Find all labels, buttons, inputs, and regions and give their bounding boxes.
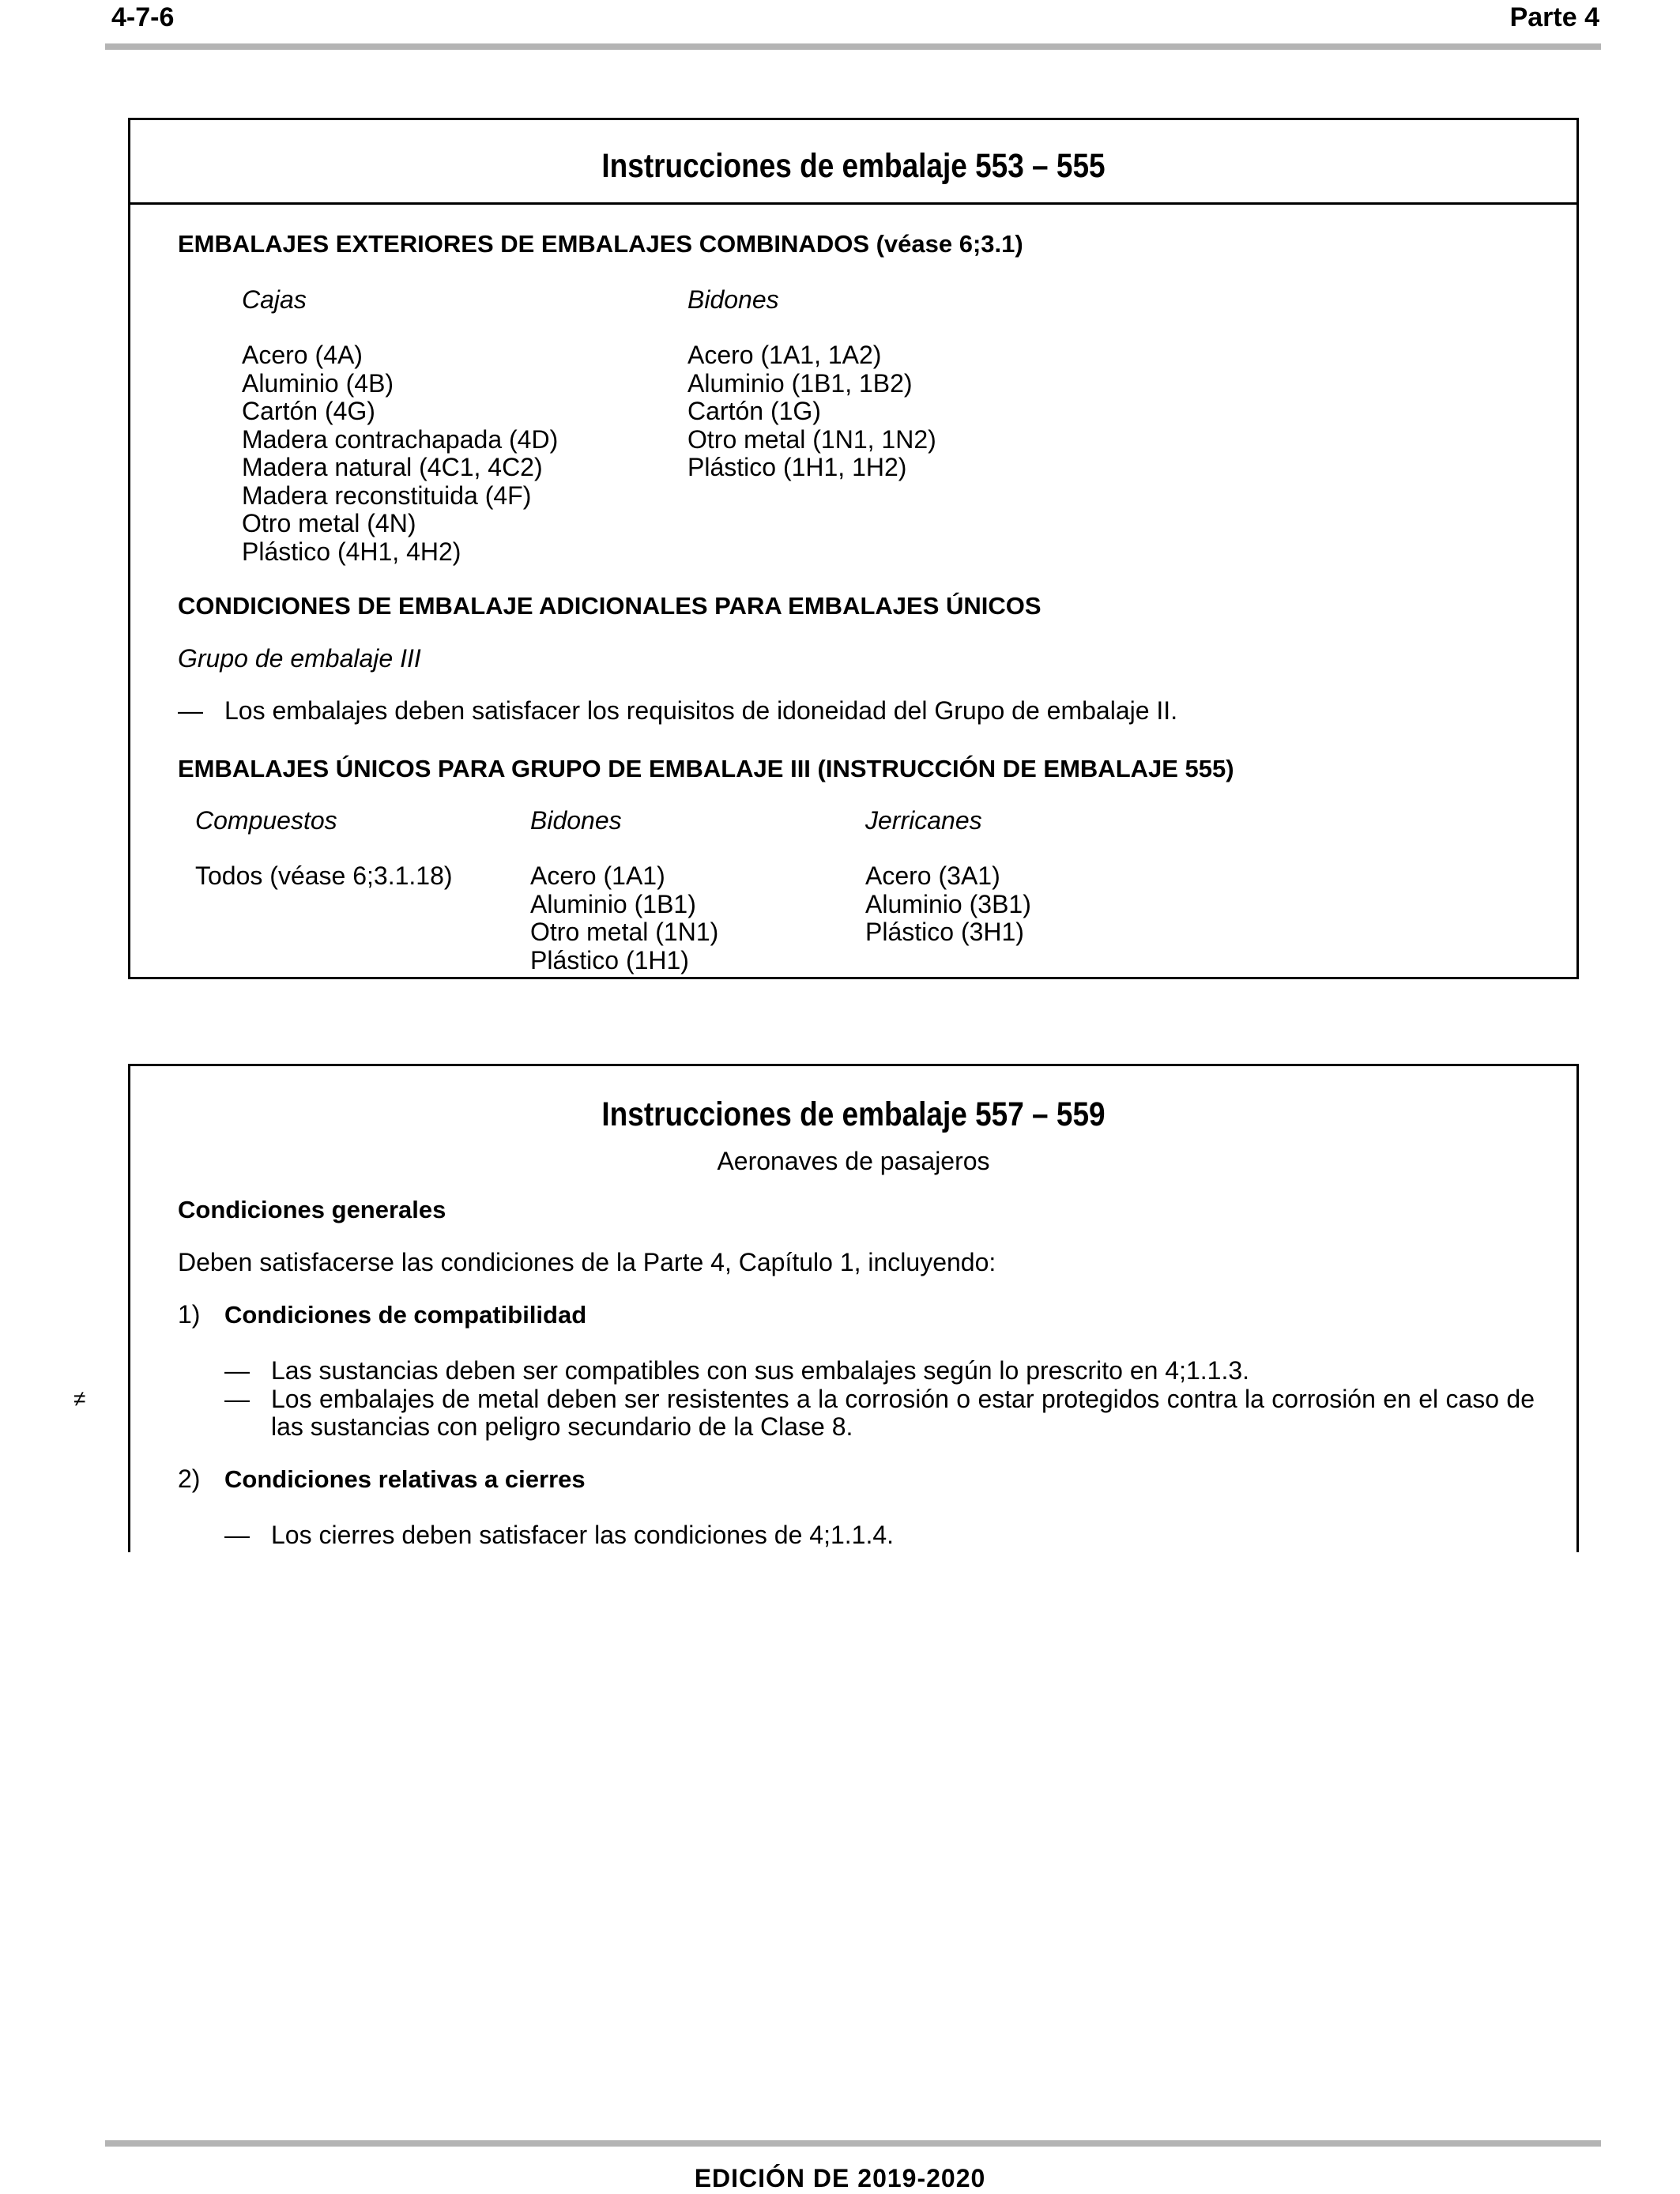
intro-text: Deben satisfacerse las condiciones de la Parte 4, Capítulo 1, incluyendo:	[178, 1248, 996, 1276]
general-conditions-heading: Condiciones generales	[178, 1196, 446, 1223]
list-item: Otro metal (1N1, 1N2)	[687, 424, 936, 454]
composites-column-heading: Compuestos	[195, 806, 337, 835]
outer-packagings-heading: EMBALAJES EXTERIORES DE EMBALAJES COMBINADOS (véase 6;3.1)	[178, 230, 1023, 258]
list-item: Acero (1A1)	[530, 861, 665, 890]
list-item: Acero (3A1)	[865, 861, 1000, 890]
list-item: Cartón (4G)	[242, 397, 375, 425]
dash-bullet: —	[178, 696, 203, 725]
list-item: Todos (véase 6;3.1.18)	[195, 861, 453, 890]
boxes-list	[242, 341, 558, 566]
list-item: Madera natural (4C1, 4C2)	[242, 453, 543, 481]
box-title: Instrucciones de embalaje 557 – 559	[601, 1095, 1106, 1133]
additional-conditions-heading: CONDICIONES DE EMBALAJE ADICIONALES PARA EMBALAJES ÚNICOS	[178, 592, 1042, 620]
page-number: 4-7-6	[111, 2, 175, 32]
list-item: Plástico (1H1, 1H2)	[687, 453, 907, 481]
compatibility-heading: Condiciones de compatibilidad	[224, 1301, 587, 1329]
packing-instruction-box-553-555	[128, 118, 1579, 979]
dash-bullet: —	[224, 1384, 250, 1413]
packing-instruction-box-557-559	[128, 1064, 1579, 1552]
composites-list	[195, 862, 453, 891]
list-item: Aluminio (3B1)	[865, 889, 1031, 918]
list-item: Otro metal (4N)	[242, 509, 416, 537]
list-item-text: Los embalajes de metal deben ser resistentes a la corrosión o estar protegidos contra la corrosión en el caso de las sustancias con peligro secundario de la Clase 8.	[271, 1384, 1535, 1441]
packing-group-label: Grupo de embalaje III	[178, 644, 421, 673]
list-item: Aluminio (1B1)	[530, 889, 696, 918]
list-item: Cartón (1G)	[687, 397, 821, 425]
single-packagings-heading: EMBALAJES ÚNICOS PARA GRUPO DE EMBALAJE III (INSTRUCCIÓN DE EMBALAJE 555)	[178, 755, 1234, 782]
list-item: Aluminio (4B)	[242, 368, 394, 398]
closures-list	[224, 1521, 1535, 1550]
jerricans-column-heading: Jerricanes	[865, 806, 982, 835]
list-item	[224, 1357, 1535, 1385]
list-item: Madera reconstituida (4F)	[242, 481, 532, 510]
boxes-column-heading: Cajas	[242, 285, 307, 314]
list-item: Acero (1A1, 1A2)	[687, 341, 882, 369]
single-drums-list	[530, 862, 718, 974]
list-item-text: Los cierres deben satisfacer las condiciones de 4;1.1.4.	[271, 1521, 895, 1549]
compatibility-list	[224, 1357, 1535, 1442]
box-title: Instrucciones de embalaje 553 – 555	[601, 147, 1106, 185]
single-drums-column-heading: Bidones	[530, 806, 622, 835]
list-item: Madera contrachapada (4D)	[242, 424, 559, 454]
list-item	[224, 1521, 1535, 1550]
box-subtitle: Aeronaves de pasajeros	[717, 1147, 990, 1175]
drums-list	[687, 341, 936, 482]
header-rule	[105, 43, 1601, 50]
edition-footer: EDICIÓN DE 2019-2020	[694, 2164, 986, 2192]
change-mark: ≠	[73, 1386, 86, 1411]
list-item: Acero (4A)	[242, 341, 363, 369]
jerricans-list	[865, 862, 1031, 947]
part-label: Parte 4	[1509, 2, 1599, 32]
condition-text: Los embalajes deben satisfacer los requisitos de idoneidad del Grupo de embalaje II.	[224, 696, 1178, 725]
drums-column-heading: Bidones	[687, 285, 779, 314]
list-item: Aluminio (1B1, 1B2)	[687, 368, 913, 398]
dash-bullet: —	[224, 1356, 250, 1385]
dash-bullet: —	[224, 1521, 250, 1549]
list-item-text: Las sustancias deben ser compatibles con sus embalajes según lo prescrito en 4;1.1.3.	[271, 1356, 1250, 1385]
box-title-bar	[130, 120, 1576, 205]
closures-heading: Condiciones relativas a cierres	[224, 1465, 586, 1493]
list-item: Plástico (4H1, 4H2)	[242, 537, 461, 566]
footer-rule	[105, 2140, 1601, 2147]
list-item	[224, 1385, 1535, 1442]
list-item: Plástico (3H1)	[865, 918, 1024, 946]
list-item: Otro metal (1N1)	[530, 918, 719, 946]
section-number: 1)	[178, 1300, 201, 1329]
section-number: 2)	[178, 1465, 201, 1493]
list-item: Plástico (1H1)	[530, 945, 689, 974]
